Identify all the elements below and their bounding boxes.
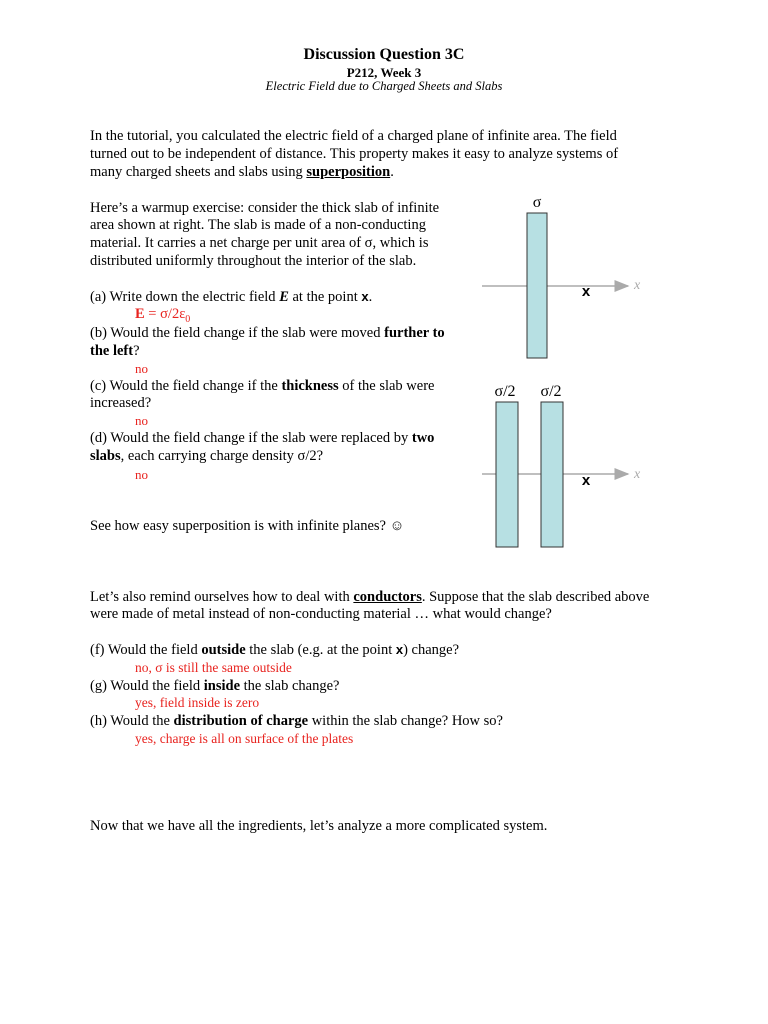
- answer-c: no: [135, 413, 148, 428]
- question-b-line-1: (b) Would the field change if the slab were moved further to: [90, 325, 445, 341]
- intro-line-2: turned out to be independent of distance. This property makes it easy to analyze systems of: [90, 146, 619, 162]
- answer-a: $E = \sigma/2\varepsilon_0$: [135, 306, 191, 325]
- slab-diagram: [470, 185, 650, 565]
- warmup-line-4: distributed uniformly throughout the interior of the slab.: [90, 253, 417, 269]
- half-sigma-label-left: σ/2: [494, 383, 516, 400]
- point-x-ref: x: [361, 289, 369, 304]
- warmup-line-3: material. It carries a net charge per unit area of σ, which is: [90, 235, 429, 251]
- closing-line: Now that we have all the ingredients, let’s analyze a more complicated system.: [90, 818, 548, 834]
- point-x-marker: x: [581, 283, 591, 300]
- answer-d: no: [135, 467, 148, 482]
- intro-line-3: many charged sheets and slabs using superposition.: [90, 164, 394, 180]
- warmup-line-1: Here’s a warmup exercise: consider the thick slab of infinite: [90, 200, 440, 216]
- conductors-line-2: were made of metal instead of non-conducting material … what would change?: [90, 606, 552, 622]
- x-axis-label-2: x: [634, 467, 641, 482]
- question-g: (g) Would the field inside the slab change?: [90, 678, 340, 694]
- page-title: Discussion Question 3C: [303, 46, 465, 63]
- course-week: P212, Week 3: [346, 65, 422, 80]
- thick-slab: [527, 213, 547, 358]
- question-a: (a) Write down the electric field E at the point x.: [90, 289, 373, 305]
- point-x-marker-2: x: [581, 472, 591, 489]
- question-h: (h) Would the distribution of charge within the slab change? How so?: [90, 713, 503, 729]
- question-d-line-1: (d) Would the field change if the slab were replaced by two: [90, 430, 435, 446]
- question-d-line-2: slabs, each carrying charge density σ/2?: [90, 448, 324, 464]
- conductors-line-1: Let’s also remind ourselves how to deal with conductors. Suppose that the slab described above: [90, 589, 650, 605]
- superposition-remark: See how easy superposition is with infinite planes? ☺: [90, 518, 405, 534]
- answer-f: no, σ is still the same outside: [135, 660, 292, 675]
- half-sigma-label-right: σ/2: [540, 383, 562, 400]
- answer-h: yes, charge is all on surface of the plates: [135, 731, 354, 746]
- x-axis-label: x: [634, 278, 641, 293]
- answer-g: yes, field inside is zero: [135, 695, 260, 710]
- intro-line-1: In the tutorial, you calculated the electric field of a charged plane of infinite area. The field: [90, 128, 617, 144]
- superposition-term: superposition: [306, 164, 391, 180]
- warmup-line-2: area shown at right. The slab is made of a non-conducting: [90, 217, 426, 233]
- question-f: (f) Would the field outside the slab (e.g. at the point x) change?: [90, 642, 460, 658]
- sigma-label: σ: [532, 194, 542, 211]
- question-c-line-1: (c) Would the field change if the thickness of the slab were: [90, 378, 435, 394]
- half-slab-left: [496, 402, 518, 547]
- topic-subtitle: Electric Field due to Charged Sheets and Slabs: [265, 79, 503, 93]
- question-c-line-2: increased?: [90, 395, 152, 411]
- answer-b: no: [135, 361, 148, 376]
- question-b-line-2: the left?: [90, 343, 140, 359]
- half-slab-right: [541, 402, 563, 547]
